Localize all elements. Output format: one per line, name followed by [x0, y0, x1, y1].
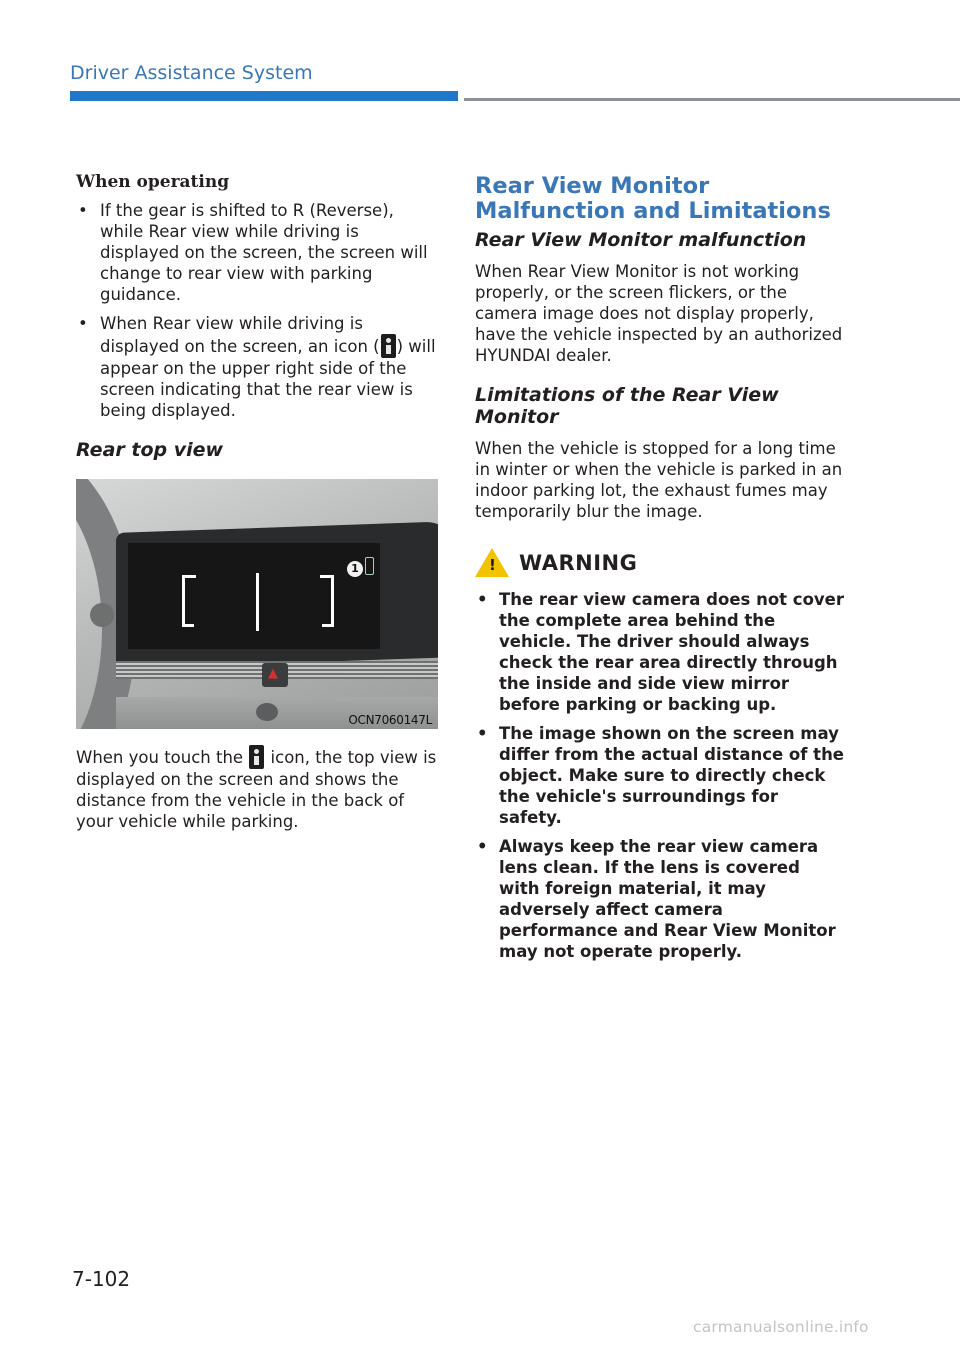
when-operating-title: When operating	[76, 172, 230, 192]
operating-bullets	[76, 200, 438, 421]
guide-left	[182, 575, 185, 627]
guide-left-bottom	[182, 624, 194, 627]
rear-top-view-title: Rear top view	[76, 439, 224, 461]
guide-center	[256, 573, 259, 631]
guide-right-bottom	[322, 624, 334, 627]
hazard-button-icon	[262, 663, 288, 687]
figure-code: OCN7060147L	[348, 713, 432, 727]
list-item: • The image shown on the screen may differ from the actual distance of the object. Make sure to directly check the vehicle's surroundings for safety.	[475, 723, 845, 828]
list-item: • If the gear is shifted to R (Reverse), while Rear view while driving is displayed on the screen, the screen will change to rear view with parking guidance.	[76, 200, 438, 305]
dashboard-figure	[76, 479, 438, 729]
warning-icon	[475, 548, 509, 577]
header-title: Driver Assistance System	[70, 62, 313, 84]
header-rule-blue	[70, 91, 458, 101]
malfunction-title: Rear View Monitor malfunction	[475, 229, 807, 251]
guide-right	[331, 575, 334, 627]
limitations-text: When the vehicle is stopped for a long time in winter or when the vehicle is parked in an indoor parking lot, the exhaust fumes may temporarily blur the image.	[475, 439, 843, 521]
list-item: • The rear view camera does not cover the complete area behind the vehicle. The driver should always check the rear area directly through the inside and side view mirror before parking or backing up.	[475, 589, 845, 715]
warning-label: WARNING	[519, 550, 638, 575]
watermark: carmanualsonline.info	[693, 1318, 869, 1336]
knob	[90, 603, 114, 627]
top-view-icon	[249, 745, 264, 769]
warning-bullets	[475, 589, 845, 962]
section-title: Rear View Monitor Malfunction and Limitations	[475, 173, 831, 224]
rear-view-icon	[381, 334, 396, 358]
malfunction-text: When Rear View Monitor is not working properly, or the screen flickers, or the camera image does not display properly, have the vehicle inspected by an authorized HYUNDAI dealer.	[475, 262, 843, 365]
limitations-title: Limitations of the Rear View Monitor	[475, 384, 779, 428]
display-screen	[128, 543, 380, 649]
guide-right-top	[320, 575, 334, 578]
list-item: • When Rear view while driving is displayed on the screen, an icon ( ) will appear on the upper right side of the screen indicating that the rear view is being displayed.	[76, 313, 438, 421]
control-knob	[256, 703, 278, 721]
page-number: 7-102	[72, 1267, 131, 1291]
right-column	[475, 172, 845, 970]
list-item: • Always keep the rear view camera lens clean. If the lens is covered with foreign material, it may adversely affect camera performance and Rear View Monitor may not operate properly.	[475, 836, 845, 962]
top-view-paragraph: When you touch the icon, the top view is displayed on the screen and shows the distance from the vehicle in the back of your vehicle while parking.	[76, 745, 438, 832]
left-column	[76, 172, 438, 832]
callout-badge: 1	[347, 561, 363, 577]
rear-view-indicator-icon	[365, 557, 374, 575]
warning-header	[475, 548, 845, 577]
header-rule-gray	[464, 98, 960, 101]
guide-left-top	[182, 575, 196, 578]
